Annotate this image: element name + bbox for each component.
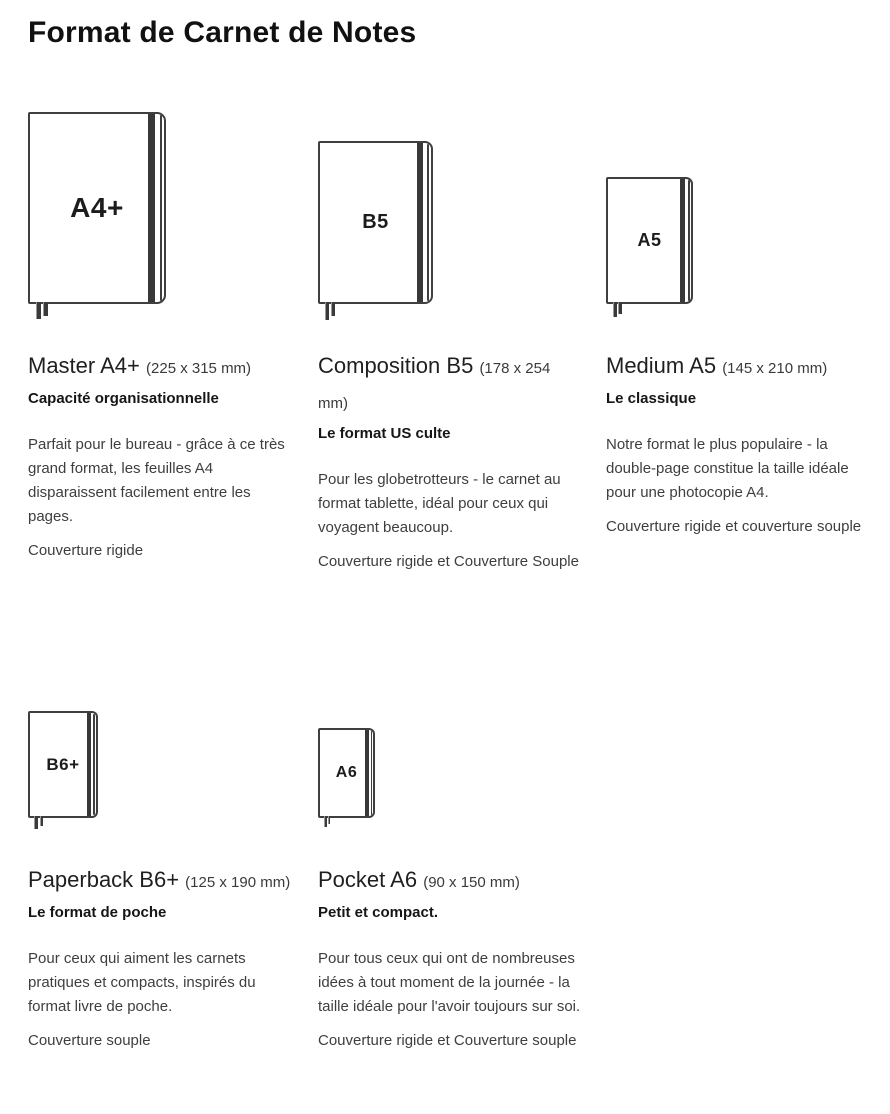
bookmark-ribbon-icon [40, 816, 43, 826]
format-title [28, 350, 292, 385]
format-description: Pour les globetrotteurs - le carnet au format tablette, idéal pour ceux qui voyagent beaucoup. [318, 471, 561, 536]
notebook-size-label: A6 [335, 764, 358, 781]
elastic-band-icon [148, 114, 155, 302]
format-title [318, 864, 582, 899]
format-card-medium-a5 [606, 112, 870, 539]
notebook-illustration-a6 [318, 728, 375, 818]
format-title [606, 350, 870, 385]
notebook-size-label: A5 [637, 230, 662, 250]
format-tagline: Petit et compact. [318, 904, 439, 921]
format-description: Pour tous ceux qui ont de nombreuses idées à tout moment de la journée - la taille idéale pour l'avoir toujours sur soi. [318, 950, 581, 1015]
format-name: Pocket A6 [318, 867, 418, 892]
page-edge-line [688, 180, 690, 301]
notebook-illustration-a4plus [28, 112, 166, 304]
format-tagline: Le format de poche [28, 904, 167, 921]
page-title: Format de Carnet de Notes [28, 16, 417, 49]
notebook-figure-b6plus [28, 711, 292, 818]
bookmark-ribbon-icon [331, 302, 335, 316]
format-dimensions: (145 x 210 mm) [722, 360, 828, 377]
bookmark-ribbon-icon [328, 816, 330, 824]
format-card-composition-b5 [318, 112, 582, 574]
bookmark-ribbon-icon [324, 816, 327, 827]
notebook-illustration-a5 [606, 177, 693, 304]
format-cover-options: Couverture rigide [28, 542, 144, 559]
format-description: Parfait pour le bureau - grâce à ce très grand format, les feuilles A4 disparaissent facilement entre les pages. [28, 436, 285, 525]
format-title [318, 350, 582, 420]
format-card-pocket-a6 [318, 711, 582, 1053]
elastic-band-icon [365, 730, 369, 816]
format-name: Medium A5 [606, 353, 717, 378]
bookmark-ribbon-icon [34, 816, 38, 829]
format-cover-options: Couverture rigide et Couverture Souple [318, 553, 579, 570]
notebook-figure-a5 [606, 112, 870, 304]
bookmark-ribbon-icon [613, 302, 617, 317]
notebook-figure-a6 [318, 711, 582, 818]
page-edge-line [371, 731, 372, 815]
page-edge-line [160, 115, 162, 301]
format-card-master-a4plus [28, 112, 292, 563]
format-card-paperback-b6plus [28, 711, 292, 1053]
page-edge-line [93, 714, 95, 815]
format-tagline: Le classique [606, 390, 697, 407]
bookmark-ribbon-icon [618, 302, 622, 314]
format-description: Pour ceux qui aiment les carnets pratiques et compacts, inspirés du format livre de poche. [28, 950, 256, 1015]
format-name: Master A4+ [28, 353, 140, 378]
format-description: Notre format le plus populaire - la double-page constitue la taille idéale pour une photocopie A4. [606, 436, 849, 501]
format-grid [28, 112, 870, 1053]
elastic-band-icon [680, 179, 685, 302]
format-dimensions: (125 x 190 mm) [185, 874, 291, 891]
bookmark-ribbon-icon [325, 302, 329, 320]
format-cover-options: Couverture rigide et Couverture souple [318, 1032, 577, 1049]
format-dimensions: (225 x 315 mm) [146, 360, 252, 377]
format-name: Composition B5 [318, 353, 474, 378]
bookmark-ribbon-icon [43, 302, 48, 316]
notebook-illustration-b6plus [28, 711, 98, 818]
format-name: Paperback B6+ [28, 867, 180, 892]
page-edge-line [427, 144, 429, 301]
format-cover-options: Couverture rigide et couverture souple [606, 518, 862, 535]
notebook-illustration-b5 [318, 141, 433, 304]
format-dimensions: (90 x 150 mm) [423, 874, 520, 891]
elastic-band-icon [417, 143, 423, 302]
elastic-band-icon [87, 713, 91, 816]
format-tagline: Le format US culte [318, 425, 451, 442]
notebook-size-label: A4+ [70, 192, 124, 223]
notebook-size-label: B6+ [46, 754, 80, 774]
format-title [28, 864, 292, 899]
notebook-figure-b5 [318, 112, 582, 304]
format-dimensions: (178 x 254 mm) [318, 360, 551, 412]
format-cover-options: Couverture souple [28, 1032, 151, 1049]
format-tagline: Capacité organisationnelle [28, 390, 219, 407]
bookmark-ribbon-icon [36, 302, 41, 319]
notebook-size-label: B5 [362, 211, 389, 233]
notebook-figure-a4plus [28, 112, 292, 304]
